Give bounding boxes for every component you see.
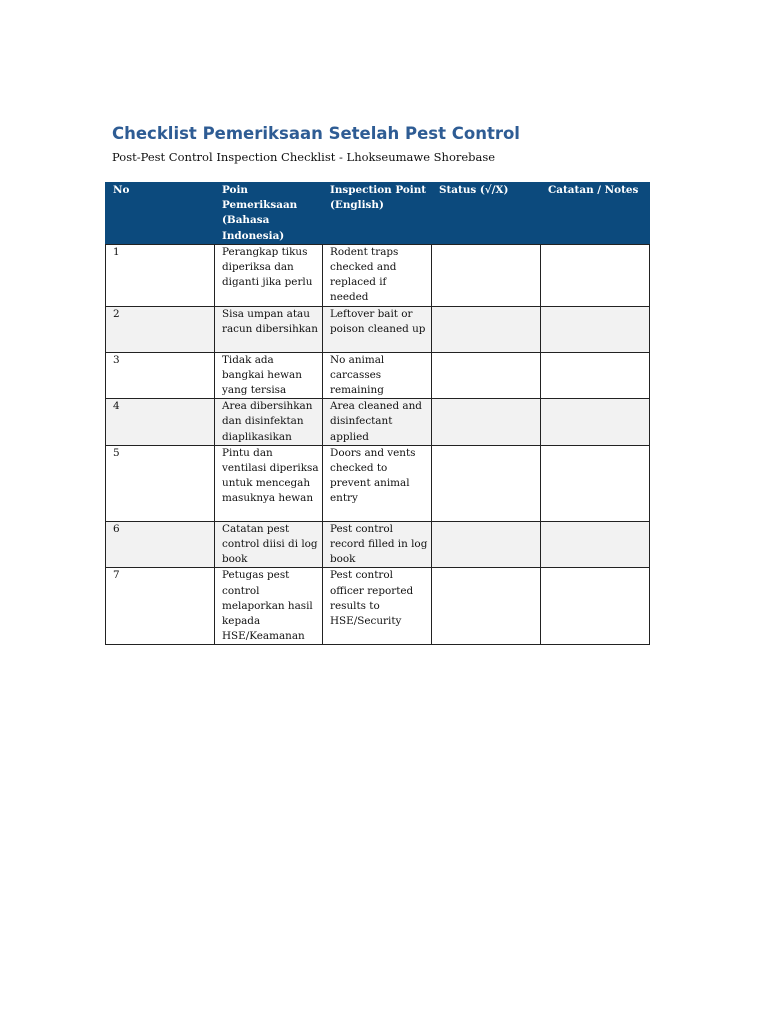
- page-subtitle: Post-Pest Control Inspection Checklist - Lhokseumawe Shorebase: [112, 150, 496, 164]
- table-header-row: [106, 183, 650, 245]
- cell-no: 4: [106, 399, 215, 446]
- cell-notes[interactable]: [541, 568, 650, 645]
- cell-indonesian: Sisa umpan atau racun dibersihkan: [215, 306, 323, 352]
- header-indonesian: Poin Pemeriksaan (Bahasa Indonesia): [215, 183, 323, 245]
- table-row: [106, 244, 650, 306]
- checklist-table: [105, 182, 650, 645]
- cell-no: 7: [106, 568, 215, 645]
- cell-indonesian: Catatan pest control diisi di log book: [215, 521, 323, 568]
- page-title: Checklist Pemeriksaan Setelah Pest Control: [112, 124, 520, 143]
- cell-notes[interactable]: [541, 445, 650, 521]
- cell-status[interactable]: [432, 521, 541, 568]
- cell-notes[interactable]: [541, 521, 650, 568]
- table-row: [106, 568, 650, 645]
- cell-english: Pest control record filled in log book: [323, 521, 432, 568]
- table-row: [106, 352, 650, 399]
- header-notes: Catatan / Notes: [541, 183, 650, 245]
- cell-indonesian: Pintu dan ventilasi diperiksa untuk mencegah masuknya hewan: [215, 445, 323, 521]
- cell-english: Doors and vents checked to prevent animal entry: [323, 445, 432, 521]
- cell-indonesian: Tidak ada bangkai hewan yang tersisa: [215, 352, 323, 399]
- cell-no: 6: [106, 521, 215, 568]
- cell-status[interactable]: [432, 306, 541, 352]
- cell-english: Rodent traps checked and replaced if needed: [323, 244, 432, 306]
- header-english: Inspection Point (English): [323, 183, 432, 245]
- table-row: [106, 445, 650, 521]
- cell-no: 5: [106, 445, 215, 521]
- cell-status[interactable]: [432, 244, 541, 306]
- cell-english: No animal carcasses remaining: [323, 352, 432, 399]
- cell-no: 2: [106, 306, 215, 352]
- cell-status[interactable]: [432, 399, 541, 446]
- cell-english: Pest control officer reported results to HSE/Security: [323, 568, 432, 645]
- cell-no: 1: [106, 244, 215, 306]
- cell-indonesian: Area dibersihkan dan disinfektan diaplikasikan: [215, 399, 323, 446]
- cell-notes[interactable]: [541, 399, 650, 446]
- cell-indonesian: Perangkap tikus diperiksa dan diganti jika perlu: [215, 244, 323, 306]
- cell-status[interactable]: [432, 568, 541, 645]
- table-row: [106, 306, 650, 352]
- cell-status[interactable]: [432, 352, 541, 399]
- header-status: Status (√/X): [432, 183, 541, 245]
- cell-english: Leftover bait or poison cleaned up: [323, 306, 432, 352]
- cell-english: Area cleaned and disinfectant applied: [323, 399, 432, 446]
- cell-notes[interactable]: [541, 244, 650, 306]
- cell-no: 3: [106, 352, 215, 399]
- table-row: [106, 399, 650, 446]
- cell-status[interactable]: [432, 445, 541, 521]
- header-no: No: [106, 183, 215, 245]
- table-row: [106, 521, 650, 568]
- cell-notes[interactable]: [541, 306, 650, 352]
- cell-indonesian: Petugas pest control melaporkan hasil kepada HSE/Keamanan: [215, 568, 323, 645]
- cell-notes[interactable]: [541, 352, 650, 399]
